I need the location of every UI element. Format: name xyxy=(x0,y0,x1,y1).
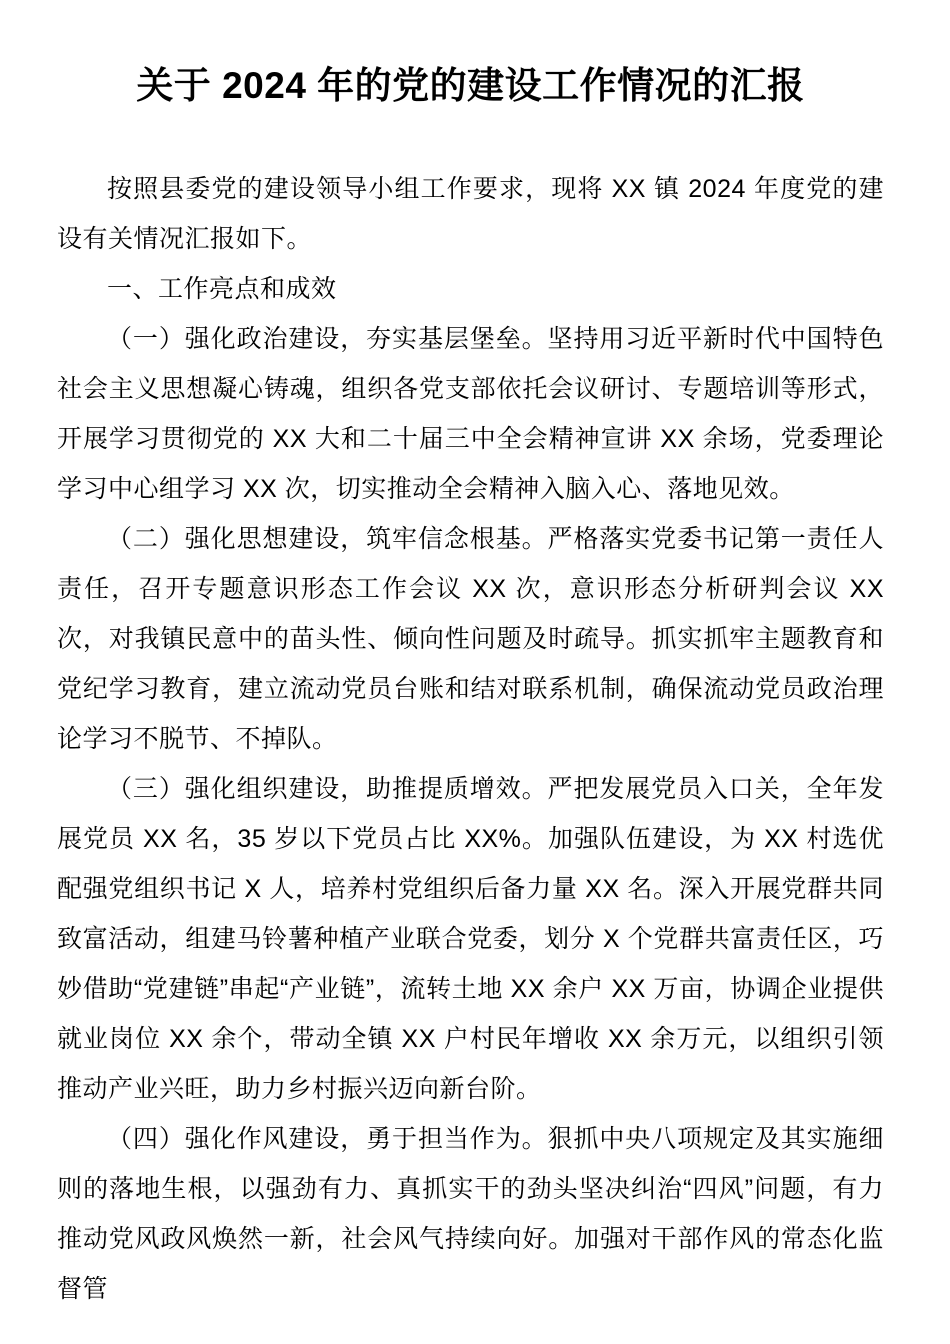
section-heading-highlights: 一、工作亮点和成效 xyxy=(107,275,337,303)
document-title: 关于 2024 年的党的建设工作情况的汇报 xyxy=(136,65,805,106)
paragraph-workstyle-building: （四）强化作风建设，勇于担当作为。狠抓中央八项规定及其实施细则的落地生根，以强劲有力、真抓实干的劲头坚决纠治“四风”问题，有力推动党风政风焕然一新，社会风气持续向好。加强对干部作风的常态化监督管 xyxy=(57,1125,884,1303)
paragraph-organizational-building: （三）强化组织建设，助推提质增效。严把发展党员入口关，全年发展党员 XX 名，35 岁以下党员占比 XX%。加强队伍建设，为 XX 村选优配强党组织书记 X 人，培养村党组织后备力量 XX 名。深入开展党群共同致富活动，组建马铃薯种植产业联合党委，划分 X 个党群共富责任区，巧妙借助“党建链”串起“产业链”，流转土地 XX 余户 XX 万亩，协调企业提供就业岗位 XX 余个，带动全镇 XX 户村民年增收 XX 余万元，以组织引领推动产业兴旺，助力乡村振兴迈向新台阶。 xyxy=(57,775,884,1103)
paragraph-intro: 按照县委党的建设领导小组工作要求，现将 XX 镇 2024 年度党的建设有关情况汇报如下。 xyxy=(57,175,884,253)
paragraph-ideological-building: （二）强化思想建设，筑牢信念根基。严格落实党委书记第一责任人责任，召开专题意识形态工作会议 XX 次，意识形态分析研判会议 XX 次，对我镇民意中的苗头性、倾向性问题及时疏导。抓实抓牢主题教育和党纪学习教育，建立流动党员台账和结对联系机制，确保流动党员政治理论学习不脱节、不掉队。 xyxy=(57,525,884,753)
paragraph-political-building: （一）强化政治建设，夯实基层堡垒。坚持用习近平新时代中国特色社会主义思想凝心铸魂，组织各党支部依托会议研讨、专题培训等形式，开展学习贯彻党的 XX 大和二十届三中全会精神宣讲 XX 余场，党委理论学习中心组学习 XX 次，切实推动全会精神入脑入心、落地见效。 xyxy=(57,325,884,503)
